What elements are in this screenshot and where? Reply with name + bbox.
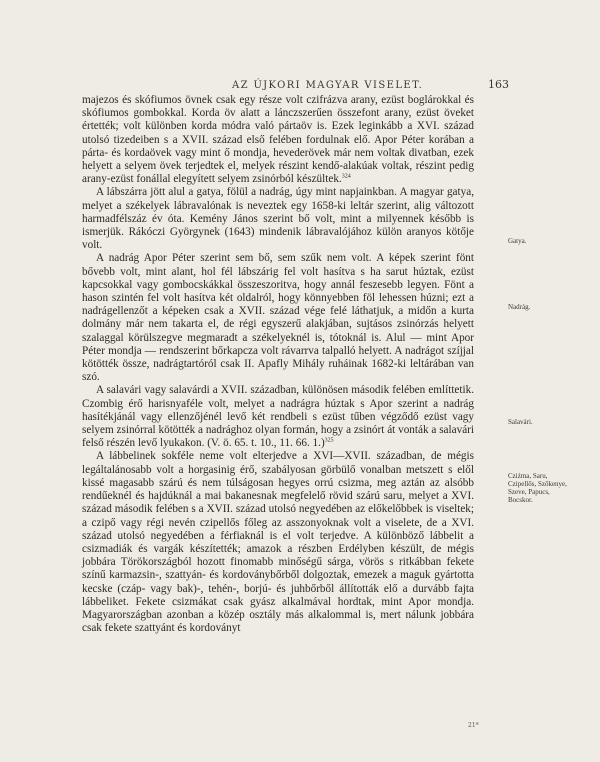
footnote-ref: 324 — [341, 173, 351, 180]
page-number: 163 — [488, 78, 509, 91]
paragraph-footwear: A lábbelinek sokféle neme volt elterjedve a XVI—XVII. században, de mégis legáltalánosabb volt a horgasinig érő, szabályosan görbülő vonalban metszett s elől kissé magasabb szárú és nem túlságosan hegyes orrú csizma, meg aztán az alsóbb rendűeknél és hajdúknál a mai bakanesnak megfelelő rövid szárú saru, melyet a XVI. század második felében s a XVII. század utolsó negyedében az előkelőbbek is viseltek; a czipő vagy régi nevén czipellős főleg az asszonyoknak volt a viselete, de a XVI. század utolsó negyedében a férfiaknál is el volt terjedve. A különböző lábbelit a csizmadiák és vargák készítették; amazok a részben Erdélyben készült, de mégis jobbára Törökországból hozott finomabb minőségű sárga, vörös s ritkábban fekete színű karmazsin-, szattyán- és kordoványbőrből dolgoztak, emezek a maguk gyártotta kecske (czáp- vagy bak)-, tehén-, borjú- és juhbőrből állították elő a durvább fajta lábbeliket. Fekete csizmákat csak gyász alkalmával hordtak, mint Apor mondja. Magyarországban azonban a közép osztály más alkalommal is, mert nálunk jobbára csak fekete szattyánt és kordoványt — [82, 450, 474, 635]
footnote-ref: 325 — [324, 437, 334, 444]
paragraph-belts: majezos és skófiumos övnek csak egy része volt czifrázva arany, ezüst boglárokkal és skófiumos gombokkal. Korda öv alatt a lánczszerűen összefont arany, ezüst öveket értették; volt különben korda módra való pártaöv is. Ezek leginkább a XVI. század utolsó tizedeiben s a XVII. század első felében fordulnak elő. Apor Péter korában a párta- és kordaövek vagy mint ő mondja, hevederövek már nem voltak divatban, ezek helyett a selyem övek terjedtek el, melyek részint kendő-alakúak voltak, részint pedig arany-ezüst fonállal elegyített selyem zsinórból készültek.$^{324}$ — [82, 94, 474, 186]
margin-note-salavari: Salavári. — [508, 418, 533, 426]
paragraph-gatya: A lábszárra jött alul a gatya, fölül a nadrág, úgy mint napjainkban. A magyar gatya, melyet a székelyek lábravalónak is neveztek egy 1658-ki leltár szerint, alig változott harmadfélszáz év óta. Kemény János szerint bő volt, mint a milyennek később is ismerjük. Rákóczi Györgynek (1643) mindenik lábravalójához külön aranyos kötője volt. — [82, 186, 474, 252]
main-text-column — [82, 94, 474, 635]
margin-note-gatya: Gatya. — [508, 237, 527, 245]
margin-note-footwear: Cziżma, Saru, Czipellős, Szőkenye, Szeve, Papucs, Bocskor. — [508, 472, 567, 504]
margin-note-nadrag: Nadrág. — [508, 303, 531, 311]
running-head: AZ ÚJKORI MAGYAR VISELET. — [232, 80, 424, 91]
signature-mark: 21* — [468, 722, 479, 729]
paragraph-salavari: A salavári vagy salavárdi a XVII. században, különösen második felében említtetik. Czombig érő harisnyaféle volt, melyet a nadrágra húztak s Apor szerint a nadrág hasítékjánál vagy ellenzőjénél levő két rendbeli s ezüst tűben végződő ezüst vagy selyem zsinórral kötötték a nadrághoz olyan formán, hogy a zsinórt át vonták a salavári felső részén levő lyukakon. (V. ö. 65. t. 10., 11. 66. 1.)$^{325}$ — [82, 384, 474, 450]
paragraph-nadrag: A nadrág Apor Péter szerint sem bő, sem szűk nem volt. A képek szerint fönt bővebb volt, mint alant, hol fél lábszárig fel volt hasítva s ha sarut húztak, ezüst kapcsokkal vagy gombocskákkal összeszoritva, hogy annál feszesebb legyen. Fönt a hason szintén fel volt hasítva két oldalról, hogy könnyebben föl lehessen húzni; ezt a nadrágellenzőt a képeken csak a XVII. század vége felé láthatjuk, a midőn a kurta dolmány már nem takarta el, de régi egyszerű alakjában, sujtásos zsinórzás helyett szalaggal körülszegve megmaradt a székelyeknél is, tótoknál is. Alul — mint Apor Péter mondja — rendszerint bőrkapcza volt rávarrva talpalló helyett. A nadrágot szíjjal kötötték össze, nadrágtartóról csak II. Apafly Mihály ruháinak 1682-ki leltárában van szó. — [82, 252, 474, 384]
